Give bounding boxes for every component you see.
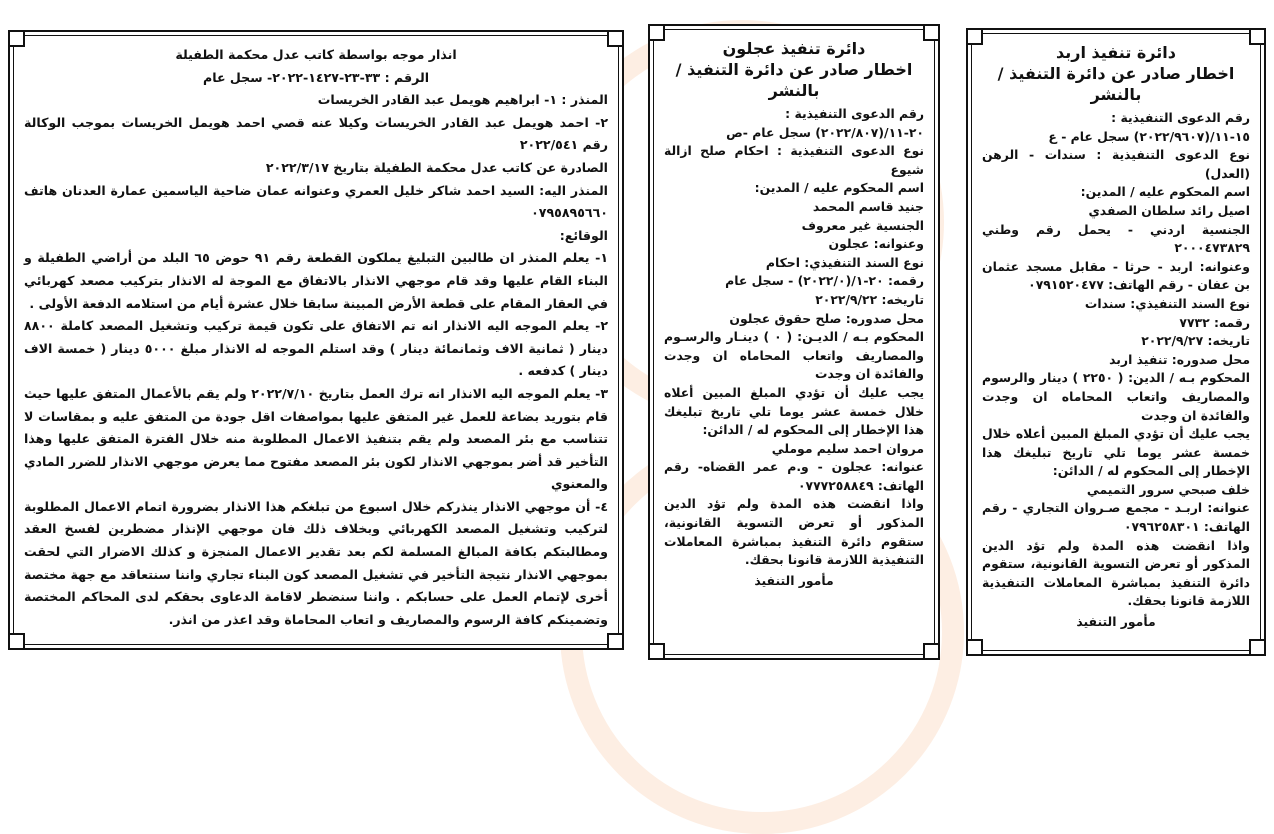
- notice-line: المحكوم بـه / الديـن: ( ٠ ) دينـار والرسـوم والمصاريف واتعاب المحاماه ان وجدت والفائدة ان وجدت: [664, 329, 925, 382]
- notice-line: تاريخه: ٢٠٢٢/٩/٢٢: [815, 291, 924, 307]
- notice-line: اسم المحكوم عليه / المدين:: [754, 180, 924, 196]
- notice-line: نوع الدعوى التنفيذية : احكام صلح ازالة شيوع: [664, 143, 924, 177]
- notice-line: المحكوم بـه / الدين: ( ٢٢٥٠ ) دينار والرسوم والمصاريف واتعاب المحاماه ان وجدت والفائدة ان وجدت: [982, 370, 1250, 423]
- frame-corner: [8, 633, 25, 650]
- notice-paragraph: ٢- يعلم الموجه اليه الانذار انه تم الاتفاق على تكون قيمة تركيب وتشغيل المصعد كاملة ٨٨٠٠ دينار ( ثمانية الاف وثمانمائة دينار ) وقد استلم الموجه له الانذار مبلغ ٥٠٠٠ دينار ( خمسة الاف دينار ) كدفعه .: [24, 318, 608, 379]
- notice-line: عنوانه: اربـد - مجمع صـروان التجاري - رقم الهاتف: ٠٧٩٦٢٥٨٣٠١: [982, 500, 1250, 535]
- notice-title-line: اخطار صادر عن دائرة التنفيذ / بالنشر: [997, 64, 1235, 104]
- frame-corner: [1249, 639, 1266, 656]
- notice-line: رقمه: ٢٠-١/(٢٠٢٢/٠) - سجل عام: [725, 273, 924, 289]
- frame-corner: [607, 30, 624, 47]
- notice-signoff: مأمور التنفيذ: [754, 572, 834, 588]
- notice-line: ٢٠-١١/(٢٠٢٢/٨٠٧) سجل عام -ص: [726, 124, 924, 140]
- notice-line: الجنسية اردني - يحمل رقم وطني ٢٠٠٠٤٧٣٨٢٩: [982, 221, 1250, 256]
- notice-signoff: مأمور التنفيذ: [1076, 614, 1156, 630]
- notice-line: رقم الدعوى التنفيذية :: [785, 106, 924, 121]
- notice-line: خلف صبحي سرور التميمي: [1086, 481, 1250, 497]
- notice-line: يجب عليك أن تؤدي المبلغ المبين أعلاه خلال خمسة عشر يوما تلي تاريخ تبليغك هذا الإخطار إلى المحكوم له / الدائن:: [982, 426, 1250, 479]
- notice-line: واذا انقضت هذه المدة ولم تؤد الدين المذكور أو تعرض التسوية القانونية، ستقوم دائرة التنفيذ بمباشرة المعاملات التنفيذية اللازمة قانونا بحقك.: [664, 496, 924, 568]
- notice-line: محل صدوره: صلح حقوق عجلون: [729, 310, 924, 326]
- notice-line: مروان احمد سليم موملي: [771, 440, 924, 456]
- notice-line: تاريخه: ٢٠٢٢/٩/٢٧: [1141, 333, 1250, 349]
- frame-corner: [923, 24, 940, 41]
- notice-title: [664, 38, 924, 101]
- notice-line: الجنسية غير معروف: [801, 217, 924, 233]
- notice-line: نوع السند التنفيذي: احكام: [765, 254, 924, 270]
- notice-line: ١٥-١١/(٢٠٢٢/٩٦٠٧) سجل عام - ع: [1048, 128, 1250, 144]
- frame-corner: [648, 643, 665, 660]
- frame-corner: [923, 643, 940, 660]
- notice-line: محل صدوره: تنفيذ اربد: [1109, 351, 1250, 367]
- frame-corner: [8, 30, 25, 47]
- notice-line: اصيل رائد سلطان الصفدي: [1088, 202, 1250, 218]
- notice-line: وعنوانه: عجلون: [828, 236, 924, 252]
- notice-title: [982, 42, 1250, 105]
- notice-large: [8, 30, 624, 650]
- notice-paragraph: ٣- يعلم الموجه اليه الانذار انه ترك العمل بتاريخ ٢٠٢٢/٧/١٠ ولم يقم بالأعمال المتفق عليها حيث قام بتوريد بضاعة للعمل غير المتفق عليها بمواصفات اقل جودة من المتفق عليه و بمقاسات لا تتناسب مع بئر المصعد ولم يقم بتنفيذ الاعمال المطلوبة منه خلال الفترة المتفق عليها وهذا التأخير قد أضر بموجهي الانذار لكون بئر المصعد مفتوح مما يعرض موجهي الانذار للضرر المادي والمعنوي: [24, 385, 609, 492]
- frame-corner: [1249, 28, 1266, 45]
- notice-paragraph: المنذر اليه: السيد احمد شاكر خليل العمري وعنوانه عمان ضاحية الياسمين عمارة العدنان هاتف ٠٧٩٥٨٩٥٦٦٠: [24, 182, 608, 221]
- notice-line: رقم الدعوى التنفيذية :: [1111, 110, 1250, 125]
- notice-line: واذا انقضت هذه المدة ولم تؤد الدين المذكور أو تعرض التسوية القانونية، ستقوم دائرة التنفيذ بمباشرة المعاملات التنفيذية اللازمة قانونا بحقك.: [982, 537, 1250, 609]
- notice-heading: انذار موجه بواسطة كاتب عدل محكمة الطفيلة: [175, 47, 457, 62]
- notice-paragraph: المنذر : ١- ابراهيم هويمل عبد القادر الخريسات: [317, 92, 608, 108]
- notice-paragraph: ٤- أن موجهي الانذار ينذركم خلال اسبوع من تبلغكم هذا الانذار بضرورة اتمام الاعمال المطلوبة لتركيب وتشغيل المصعد الكهربائي وبخلاف ذلك فان موجهي الإنذار مضطرين لفسخ العقد ومطالبتكم بكافة المبالغ المسلمة لكم بعد تقدير الاعمال المنجزة و كذلك الاضرار التي لحقت بموجهي الانذار نتيجة التأخير في تشغيل المصعد كون البناء تجاري واننا سنتعاقد مع جهة مختصة أخرى لإتمام العمل على حسابكم . واننا سنضطر لاقامة الدعاوى بحقكم لدى المحاكم المختصة وتضمينكم كافة الرسوم والمصاريف و اتعاب المحاماة وقد اعذر من انذر.: [24, 498, 608, 627]
- frame-corner: [607, 633, 624, 650]
- notice-paragraph: ٢- احمد هويمل عبد القادر الخريسات وكيلا عنه قصي احمد هويمل الخريسات بموجب الوكالة رقم ٢٠٢٢/٥٤١: [24, 114, 608, 153]
- notice-title-line: اخطار صادر عن دائرة التنفيذ / بالنشر: [675, 60, 913, 100]
- notice-irbid: [966, 28, 1266, 656]
- notice-line: جنيد قاسم المحمد: [812, 198, 924, 214]
- frame-corner: [966, 28, 983, 45]
- notice-ajloun: [648, 24, 940, 660]
- notice-paragraph: الصادرة عن كاتب عدل محكمة الطفيلة بتاريخ ٢٠٢٢/٣/١٧: [265, 159, 608, 175]
- notice-line: نوع السند التنفيذي: سندات: [1084, 295, 1250, 311]
- notice-line: يجب عليك أن تؤدي المبلغ المبين أعلاه خلال خمسة عشر يوما تلي تاريخ تبليغك هذا الإخطار إلى المحكوم له / الدائن:: [664, 384, 924, 438]
- notice-title-line: دائرة تنفيذ اربد: [1055, 43, 1176, 62]
- notice-reference: الرقم : ٣٣-٢٣-١٤٢٧-٢٠٢٢- سجل عام: [202, 69, 430, 85]
- notice-paragraph: ١- يعلم المنذر ان طالبين التبليغ يملكون القطعة رقم ٩١ حوض ٦٥ البلد من أراضي الطفيلة و البناء القام عليها وقد قام موجهي الانذار بالاتفاق مع الموجة له الانذار بتركيب مصعد كهربائي في العقار المقام على قطعة الأرض المبينة سابقا خلال عشرة أيام من استلامه الدفعة الأولى .: [24, 250, 608, 311]
- notice-line: نوع الدعوى التنفيذية : سندات - الرهن (العدل): [982, 147, 1250, 181]
- notice-line: عنوانه: عجلون - و.م عمر القضاه- رقم الهاتف: ٠٧٧٧٢٥٨٨٤٩: [664, 459, 924, 493]
- notice-line: رقمه: ٧٧٣٢: [1179, 314, 1250, 330]
- frame-corner: [966, 639, 983, 656]
- notice-line: اسم المحكوم عليه / المدين:: [1080, 184, 1250, 200]
- frame-corner: [648, 24, 665, 41]
- notice-title-line: دائرة تنفيذ عجلون: [722, 39, 866, 58]
- notice-line: وعنوانه: اربد - حرثا - مقابل مسجد عثمان بن عفان - رقم الهاتف: ٠٧٩١٥٢٠٤٧٧: [982, 258, 1250, 293]
- notice-paragraph: الوقائع:: [559, 227, 608, 243]
